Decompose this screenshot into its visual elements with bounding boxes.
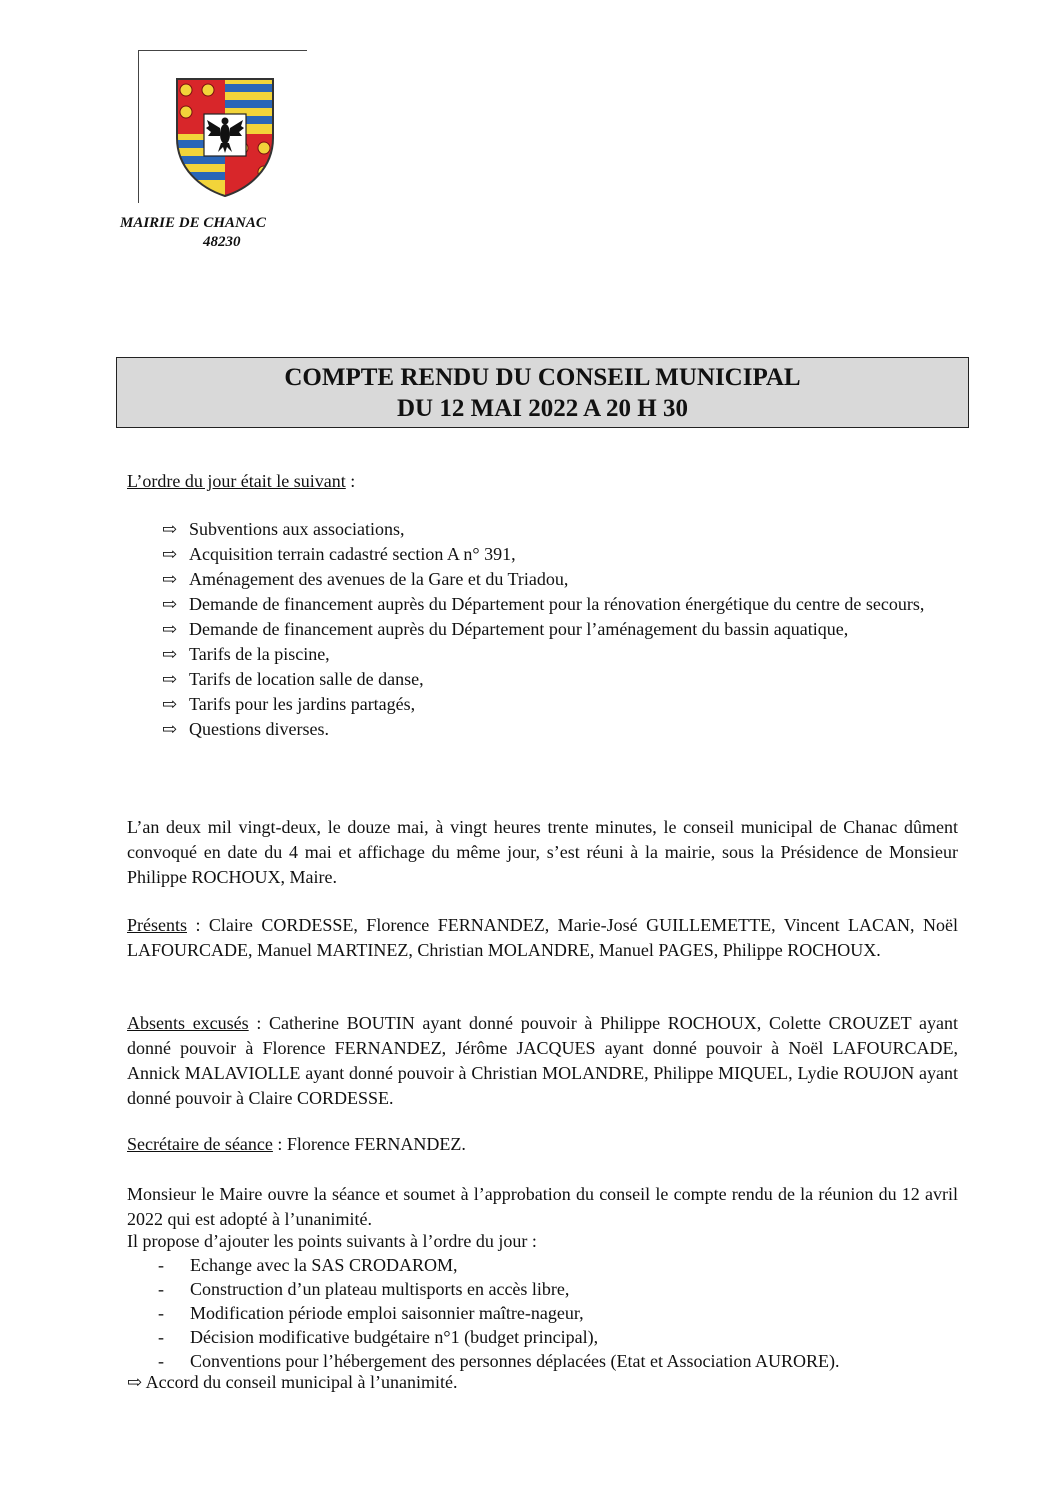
proposition-intro: Il propose d’ajouter les points suivants à l’ordre du jour : <box>127 1231 537 1251</box>
proposition-item <box>158 1301 840 1325</box>
agenda-item-text: Tarifs de location salle de danse, <box>189 669 424 689</box>
arrow-right-icon: ⇨ <box>162 519 178 539</box>
postal-code: 48230 <box>203 234 241 250</box>
proposition-list <box>158 1253 840 1373</box>
secretaire-text: : Florence FERNANDEZ. <box>272 1134 466 1154</box>
proposition-item-text: Conventions pour l’hébergement des personnes déplacées (Etat et Association AURORE). <box>190 1351 840 1371</box>
proposition-item-text: Décision modificative budgétaire n°1 (budget principal), <box>190 1327 599 1347</box>
agenda-item-text: Tarifs pour les jardins partagés, <box>189 694 416 714</box>
coat-of-arms-logo <box>174 76 276 198</box>
absents-text: : Catherine BOUTIN ayant donné pouvoir à Philippe ROCHOUX, Colette CROUZET ayant donné pouvoir à Florence FERNANDEZ, Jérôme JACQUES ayant donné pouvoir à Noël LAFOURCADE, Annick MALAVIOLLE ayant donné pouvoir à Christian MOLANDRE, Philippe MIQUEL, Lydie ROUJON ayant donné pouvoir à Claire CORDESSE. <box>127 1013 958 1108</box>
arrow-right-icon: ⇨ <box>162 719 178 739</box>
agenda-item-text: Tarifs de la piscine, <box>189 644 330 664</box>
proposition-item <box>158 1349 840 1373</box>
proposition-item-text: Construction d’un plateau multisports en accès libre, <box>190 1279 570 1299</box>
agenda-item-text: Demande de financement auprès du Département pour la rénovation énergétique du centre de secours, <box>189 594 925 614</box>
dash-bullet: - <box>158 1279 164 1299</box>
arrow-right-icon: ⇨ <box>162 619 178 639</box>
agenda-item <box>162 592 1024 617</box>
agenda-item-text: Subventions aux associations, <box>189 519 405 539</box>
arrow-right-icon: ⇨ <box>162 544 178 564</box>
agenda-item <box>162 617 1024 642</box>
agenda-item-text: Questions diverses. <box>189 719 329 739</box>
agenda-item <box>162 517 1024 542</box>
agenda-item-text: Demande de financement auprès du Département pour l’aménagement du bassin aquatique, <box>189 619 849 639</box>
ouverture-paragraph: Monsieur le Maire ouvre la séance et soumet à l’approbation du conseil le compte rendu de la réunion du 12 avril 2022 qui est adopté à l’unanimité. <box>127 1184 958 1229</box>
arrow-right-icon: ⇨ <box>162 669 178 689</box>
accord-line <box>127 1372 458 1393</box>
agenda-heading-suffix: : <box>345 471 356 491</box>
secretaire-paragraph <box>127 1132 958 1157</box>
arrow-right-icon: ⇨ <box>162 594 178 614</box>
agenda-item-text: Aménagement des avenues de la Gare et du Triadou, <box>189 569 569 589</box>
proposition-item <box>158 1253 840 1277</box>
absents-paragraph <box>127 1011 958 1111</box>
agenda-heading <box>127 471 355 492</box>
agenda-item <box>162 567 1024 592</box>
accord-text: Accord du conseil municipal à l’unanimité. <box>145 1372 458 1392</box>
agenda-item <box>162 542 1024 567</box>
agenda-item <box>162 642 1024 667</box>
presents-text: : Claire CORDESSE, Florence FERNANDEZ, Marie-José GUILLEMETTE, Vincent LACAN, Noël LAFOURCADE, Manuel MARTINEZ, Christian MOLANDRE, Manuel PAGES, Philippe ROCHOUX. <box>127 915 958 960</box>
agenda-list <box>162 517 1024 742</box>
secretaire-label: Secrétaire de séance <box>127 1134 273 1154</box>
agenda-heading-label: L’ordre du jour était le suivant <box>127 471 346 491</box>
mairie-name: MAIRIE DE CHANAC <box>120 215 266 231</box>
title-line-1: COMPTE RENDU DU CONSEIL MUNICIPAL <box>284 363 801 391</box>
arrow-right-icon: ⇨ <box>162 694 178 714</box>
mairie-header <box>120 214 330 252</box>
title-line-2: DU 12 MAI 2022 A 20 H 30 <box>397 394 688 422</box>
presents-paragraph <box>127 913 958 963</box>
dash-bullet: - <box>158 1327 164 1347</box>
arrow-right-icon: ⇨ <box>127 1372 143 1392</box>
arrow-right-icon: ⇨ <box>162 644 178 664</box>
absents-label: Absents excusés <box>127 1013 249 1033</box>
intro-paragraph: L’an deux mil vingt-deux, le douze mai, à vingt heures trente minutes, le conseil municipal de Chanac dûment convoqué en date du 4 mai et affichage du même jour, s’est réuni à la mairie, sous la Présidence de Monsieur Philippe ROCHOUX, Maire. <box>127 817 958 887</box>
dash-bullet: - <box>158 1255 164 1275</box>
dash-bullet: - <box>158 1351 164 1371</box>
agenda-item-text: Acquisition terrain cadastré section A n° 391, <box>189 544 516 564</box>
agenda-item <box>162 667 1024 692</box>
presents-label: Présents <box>127 915 187 935</box>
proposition-item <box>158 1277 840 1301</box>
proposition-item <box>158 1325 840 1349</box>
agenda-item <box>162 717 1024 742</box>
proposition-item-text: Modification période emploi saisonnier maître-nageur, <box>190 1303 584 1323</box>
proposition-item-text: Echange avec la SAS CRODAROM, <box>190 1255 458 1275</box>
agenda-item <box>162 692 1024 717</box>
document-title-box <box>116 357 969 428</box>
dash-bullet: - <box>158 1303 164 1323</box>
arrow-right-icon: ⇨ <box>162 569 178 589</box>
